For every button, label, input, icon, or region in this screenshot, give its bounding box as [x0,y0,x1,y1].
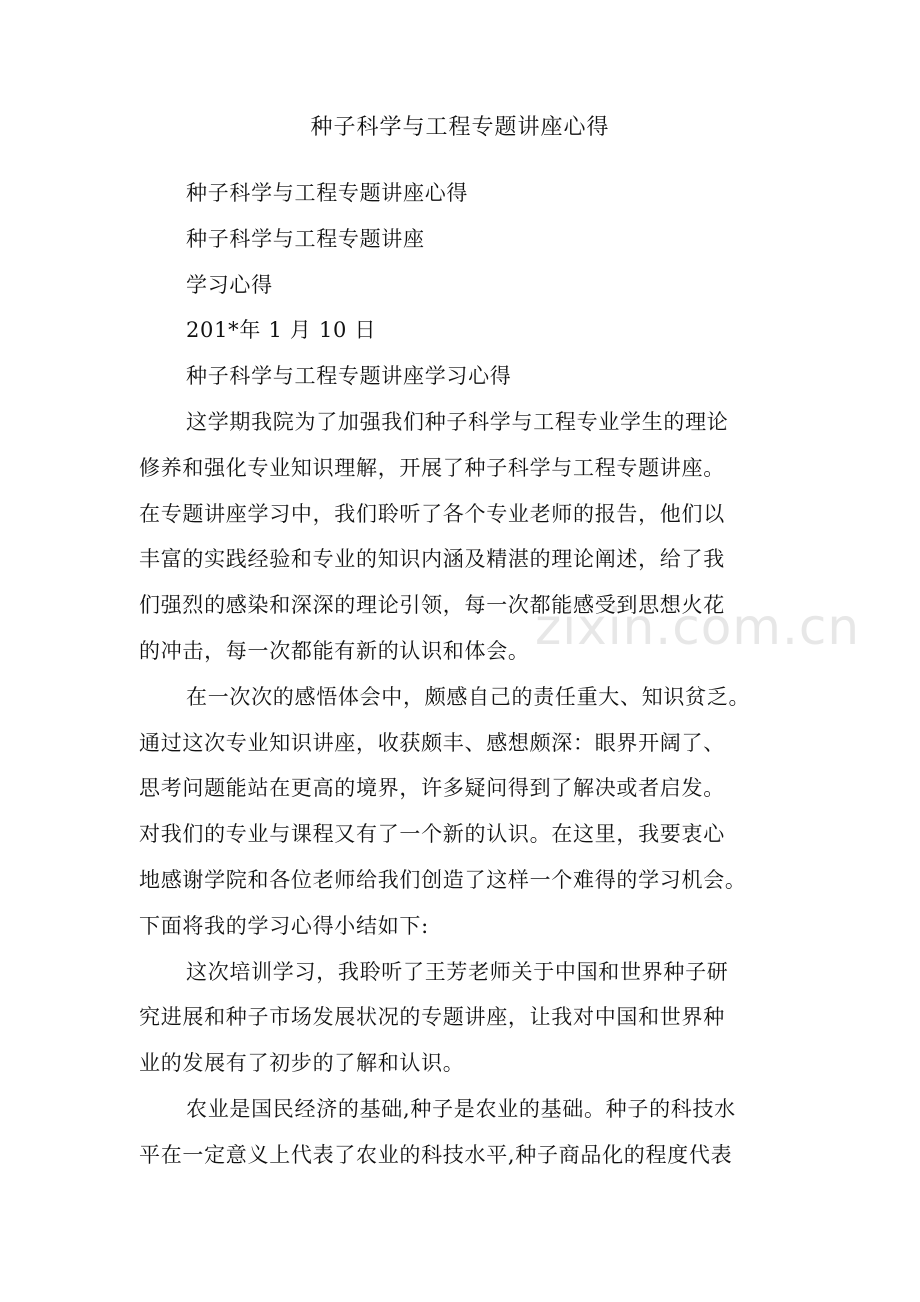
body-line: 对我们的专业与课程又有了一个新的认识。在这里，我要衷心 [139,822,725,847]
body-line: 的冲击，每一次都能有新的认识和体会。 [139,638,530,663]
body-line: 这学期我院为了加强我们种子科学与工程专业学生的理论 [186,409,729,434]
document-body [139,171,787,1179]
body-line: 修养和强化专业知识理解，开展了种子科学与工程专题讲座。 [139,455,725,480]
body-line: 们强烈的感染和深深的理论引领，每一次都能感受到思想火花 [139,593,725,618]
body-line: 201*年 1 月 10 日 [186,318,377,343]
body-line: 种子科学与工程专题讲座 [186,226,425,251]
body-line: 地感谢学院和各位老师给我们创造了这样一个难得的学习机会。 [139,867,747,892]
body-line: 丰富的实践经验和专业的知识内涵及精湛的理论阐述，给了我 [139,547,725,572]
watermark: zixin.com.cn [535,598,861,656]
body-line: 在一次次的感悟体会中，颇感自己的责任重大、知识贫乏。 [186,684,751,709]
body-line: 下面将我的学习心得小结如下: [139,913,429,938]
body-line: 学习心得 [186,272,273,297]
document-title: 种子科学与工程专题讲座心得 [310,115,610,140]
body-line: 思考问题能站在更高的境界，许多疑问得到了解决或者启发。 [139,776,725,801]
body-line: 种子科学与工程专题讲座心得 [186,181,469,205]
body-line: 通过这次专业知识讲座，收获颇丰、感想颇深：眼界开阔了、 [139,730,725,755]
body-line: 平在一定意义上代表了农业的科技水平,种子商品化的程度代表 [139,1142,733,1167]
body-line: 农业是国民经济的基础,种子是农业的基础。种子的科技水 [186,1096,736,1121]
body-line: 在专题讲座学习中，我们聆听了各个专业老师的报告，他们以 [139,501,725,526]
body-line: 业的发展有了初步的了解和认识。 [139,1051,465,1076]
body-line: 这次培训学习，我聆听了王芳老师关于中国和世界种子研 [186,959,729,984]
body-line: 种子科学与工程专题讲座学习心得 [186,364,512,389]
body-line: 究进展和种子市场发展状况的专题讲座，让我对中国和世界种 [139,1005,725,1030]
